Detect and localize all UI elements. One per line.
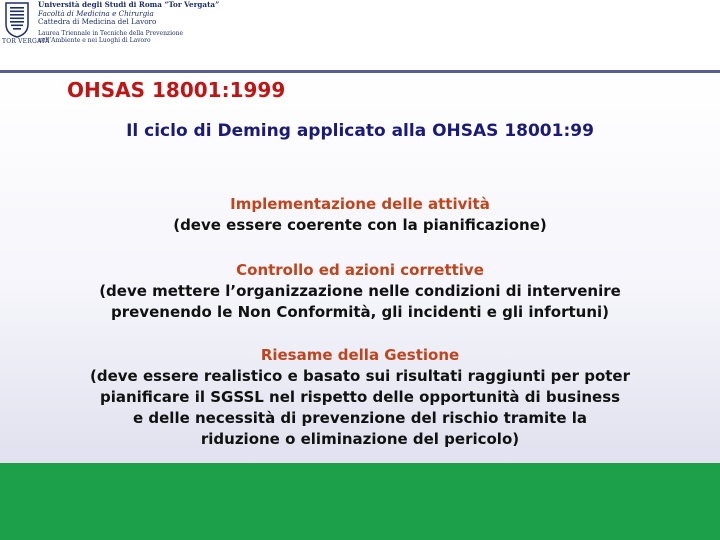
university-logo xyxy=(0,0,220,48)
text-block-implementation xyxy=(0,194,720,236)
block-heading: Controllo ed azioni correttive xyxy=(236,261,484,279)
course-line-1: Laurea Triennale in Tecniche della Prevenzione xyxy=(38,29,184,37)
block-line: riduzione o eliminazione del pericolo) xyxy=(200,430,520,448)
university-seal-icon xyxy=(4,2,30,38)
text-block-control xyxy=(0,260,720,323)
block-heading: Riesame della Gestione xyxy=(260,346,460,364)
course-line-2: nell’Ambiente e nei Luoghi di Lavoro xyxy=(38,36,151,44)
slide-title: OHSAS 18001:1999 xyxy=(67,78,286,102)
block-heading: Implementazione delle attività xyxy=(230,195,490,213)
block-line: prevenendo le Non Conformità, gli incidenti e gli infortuni) xyxy=(111,303,609,321)
department-name: Cattedra di Medicina del Lavoro xyxy=(38,17,157,26)
block-line: e delle necessità di prevenzione del rischio tramite la xyxy=(133,409,587,427)
block-line: (deve essere coerente con la pianificazione) xyxy=(173,216,547,234)
footer-band xyxy=(0,463,720,540)
text-block-review xyxy=(0,345,720,450)
block-line: (deve essere realistico e basato sui risultati raggiunti per poter xyxy=(90,367,630,385)
faculty-name: Facoltà di Medicina e Chirurgia xyxy=(38,8,154,18)
slide-header xyxy=(0,0,720,70)
slide-subtitle: Il ciclo di Deming applicato alla OHSAS 18001:99 xyxy=(126,121,594,141)
block-line: (deve mettere l’organizzazione nelle condizioni di intervenire xyxy=(99,282,621,300)
university-text xyxy=(38,0,220,44)
university-name: Università degli Studi di Roma “Tor Vergata” xyxy=(38,0,220,9)
block-line: pianificare il SGSSL nel rispetto delle opportunità di business xyxy=(99,388,621,406)
seal-caption: TOR VERGATA xyxy=(2,38,50,45)
